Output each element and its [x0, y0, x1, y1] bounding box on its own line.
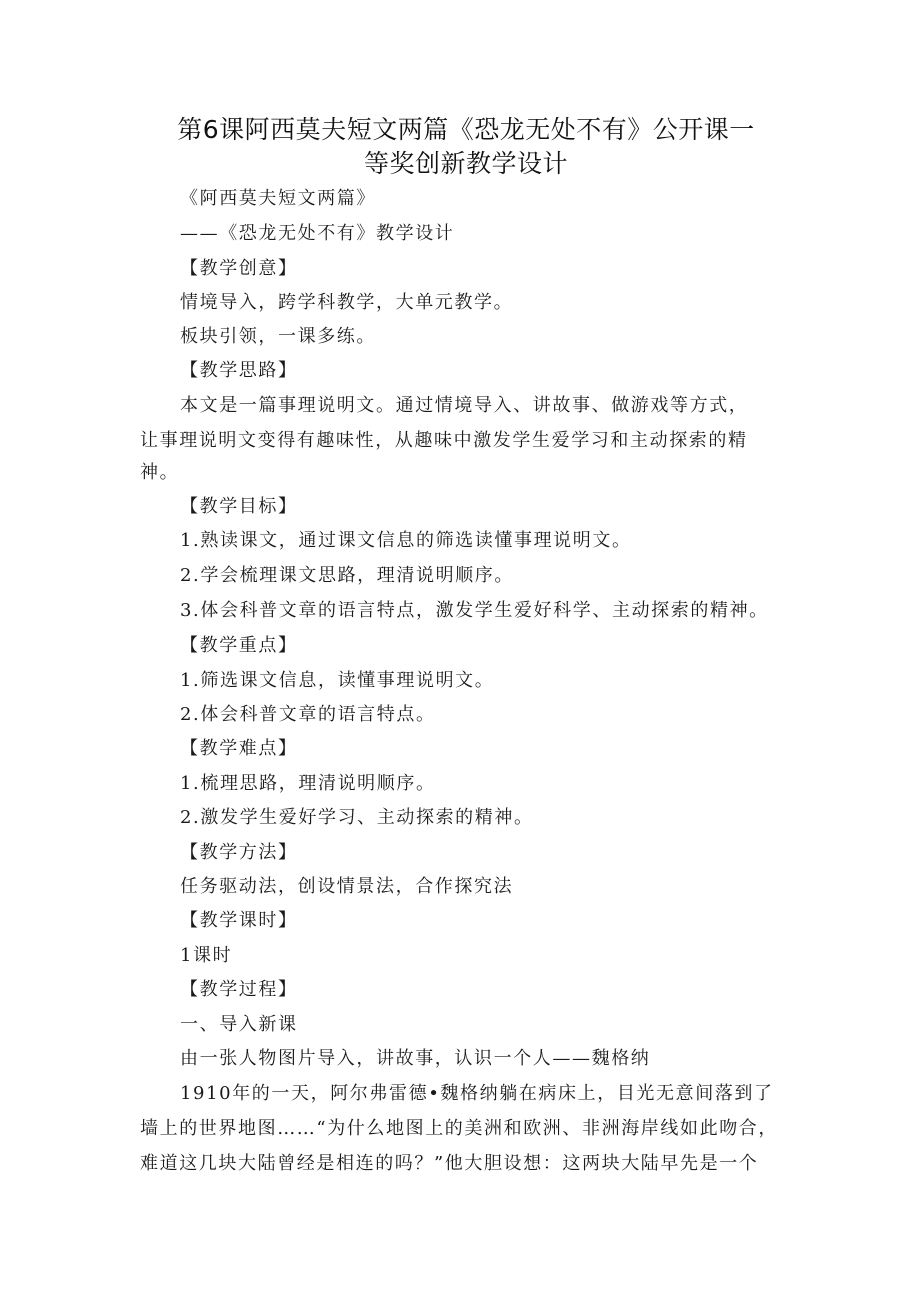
- list-item: 1.梳理思路，理清说明顺序。: [180, 773, 436, 794]
- section-heading: 【教学方法】: [180, 842, 298, 863]
- paragraph-line: 让事理说明文变得有趣味性，从趣味中激发学生爱学习和主动探索的精: [140, 430, 748, 451]
- section-heading: 【教学创意】: [180, 258, 298, 279]
- section-heading: 【教学重点】: [180, 635, 298, 656]
- section-heading: 【教学目标】: [180, 496, 298, 517]
- subtitle-text: 《阿西莫夫短文两篇》: [180, 188, 376, 209]
- paragraph-line: 难道这几块大陆曾经是相连的吗？”他大胆设想：这两块大陆早先是一个: [140, 1153, 759, 1174]
- paragraph-line: 一、导入新课: [180, 1014, 298, 1035]
- document-title-line-2: 等奖创新教学设计: [363, 149, 568, 178]
- list-item: 2.激发学生爱好学习、主动探索的精神。: [180, 807, 534, 828]
- paragraph-line: 任务驱动法，创设情景法，合作探究法: [180, 876, 514, 897]
- paragraph-line: 本文是一篇事理说明文。通过情境导入、讲故事、做游戏等方式，: [180, 395, 749, 416]
- list-item: 1.熟读课文，通过课文信息的筛选读懂事理说明文。: [180, 530, 632, 551]
- section-heading: 【教学难点】: [180, 738, 298, 759]
- paragraph-line: 神。: [140, 462, 180, 483]
- list-item: 2.体会科普文章的语言特点。: [180, 704, 436, 725]
- section-heading: 【教学过程】: [180, 979, 298, 1000]
- subtitle-text: ——《恐龙无处不有》教学设计: [180, 223, 455, 244]
- paragraph-line: 情境导入，跨学科教学，大单元教学。: [180, 292, 514, 313]
- paragraph-line: 1910年的一天，阿尔弗雷德•魏格纳躺在病床上，目光无意间落到了: [180, 1083, 774, 1104]
- list-item: 1.筛选课文信息，读懂事理说明文。: [180, 670, 495, 691]
- list-item: 2.学会梳理课文思路，理清说明顺序。: [180, 565, 514, 586]
- paragraph-line: 1课时: [180, 945, 233, 966]
- section-heading: 【教学课时】: [180, 910, 298, 931]
- paragraph-line: 墙上的世界地图……“为什么地图上的美洲和欧洲、非洲海岸线如此吻合，: [140, 1118, 778, 1139]
- list-item: 3.体会科普文章的语言特点，激发学生爱好科学、主动探索的精神。: [180, 600, 769, 621]
- section-heading: 【教学思路】: [180, 360, 298, 381]
- paragraph-line: 由一张人物图片导入，讲故事，认识一个人——魏格纳: [180, 1048, 651, 1069]
- paragraph-line: 板块引领，一课多练。: [180, 326, 376, 347]
- document-title-line-1: 第6课阿西莫夫短文两篇《恐龙无处不有》公开课一: [177, 115, 755, 144]
